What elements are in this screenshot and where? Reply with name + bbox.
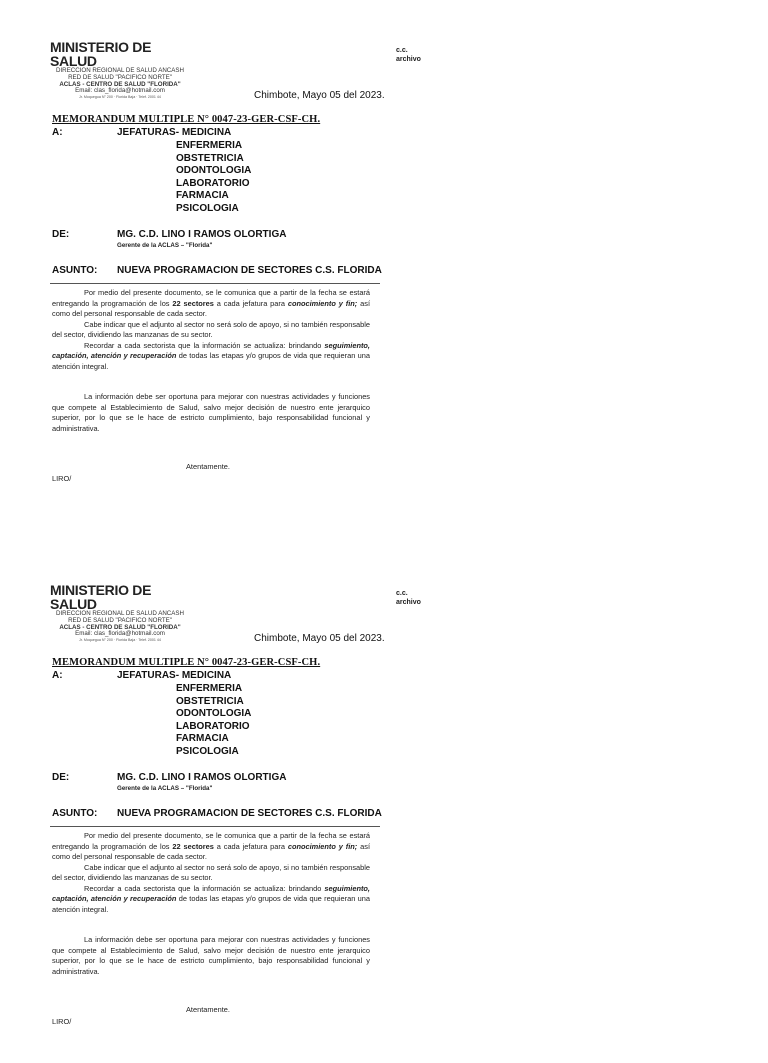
red-salud: RED DE SALUD "PACIFICO NORTE" [68,73,172,81]
cc-label: c.c. [396,590,408,597]
ministry-logo-block [50,40,190,100]
recipient-label: A: [52,127,63,138]
direccion-regional: DIRECCION REGIONAL DE SALUD ANCASH [55,67,184,74]
recipient-item: ENFERMERIA [176,140,243,151]
memo-page-1 [0,0,768,520]
body-paragraph-3 [52,341,370,373]
subject-text: NUEVA PROGRAMACION DE SECTORES C.S. FLORIDA [117,265,382,276]
p3-text-b: de todas las etapas y/o grupos de vida que requieran una atención integral. [52,894,370,914]
closing-salutation: Atentamente. [186,1005,230,1014]
header-address: Jr. Moquegua N° 200 · Florida Baja · Telef. 2001 44 [79,95,161,100]
p3-emphasis: seguimiento, captación, atención y recuperación [52,340,370,360]
header-address: Jr. Moquegua N° 200 · Florida Baja · Telef. 2001 44 [79,638,161,643]
sender-role: Gerente de la ACLAS – "Florida" [117,785,213,792]
p1-text-c: así como del personal responsable de cada sector. [52,841,370,861]
ministry-name: MINISTERIO DE SALUD [50,39,152,69]
p3-emphasis: seguimiento, captación, atención y recuperación [52,883,370,903]
subject-divider [50,283,380,284]
aclas-centro: ACLAS - CENTRO DE SALUD "FLORIDA" [59,623,181,631]
memo-page-2 [0,543,768,1063]
p1-text-a: Por medio del presente documento, se le comunica que a partir de la fecha se estará entregando la programación de los [52,288,370,308]
recipient-item: ODONTOLOGIA [176,708,252,720]
recipient-list [176,683,251,759]
recipient-item: FARMACIA [176,190,229,202]
memo-date: Chimbote, Mayo 05 del 2023. [254,90,385,101]
p1-sector-count: 22 sectores [172,841,214,851]
body-paragraph-3 [52,884,370,916]
sender-name: MG. C.D. LINO I RAMOS OLORTIGA [117,772,287,783]
ministry-name: MINISTERIO DE SALUD [50,582,152,612]
subject-divider [50,826,380,827]
cc-block [396,46,421,64]
subject-label: ASUNTO: [52,808,98,819]
recipient-item: PSICOLOGIA [176,745,239,757]
recipient-item: PSICOLOGIA [176,202,239,214]
author-initials: LIRO/ [52,474,72,483]
p1-emphasis: conocimiento y fin; [287,841,358,851]
p1-text-b: a cada jefatura para [213,298,288,308]
red-salud: RED DE SALUD "PACIFICO NORTE" [68,616,172,624]
recipient-item: OBSTETRICIA [176,152,244,164]
header-email: Email: clas_florida@hotmail.com [75,87,165,95]
body-paragraph-1 [52,831,370,863]
author-initials: LIRO/ [52,1017,72,1026]
body-paragraph-4: La información debe ser oportuna para mejorar con nuestras actividades y funciones que compete al Establecimiento de Salud, salvo mejor decisión de nuestro ente jerarquico superior, por lo que se le hace de estricto cumplimiento, bajo responsabilidad funcional y administrativa. [52,392,370,433]
memo-body [52,831,370,915]
sender-role: Gerente de la ACLAS – "Florida" [117,242,213,249]
p1-text-b: a cada jefatura para [213,841,288,851]
aclas-centro: ACLAS - CENTRO DE SALUD "FLORIDA" [59,80,181,88]
recipient-lead: JEFATURAS- MEDICINA [117,127,232,138]
recipient-lead: JEFATURAS- MEDICINA [117,670,232,681]
sender-name: MG. C.D. LINO I RAMOS OLORTIGA [117,229,287,240]
cc-archivo: archivo [396,56,421,63]
subject-label: ASUNTO: [52,265,98,276]
recipient-item: OBSTETRICIA [176,695,244,707]
p1-emphasis: conocimiento y fin; [287,298,358,308]
memo-date: Chimbote, Mayo 05 del 2023. [254,633,385,644]
body-paragraph-2: Cabe indicar que el adjunto al sector no será solo de apoyo, si no también responsable del sector, dividiendo las manzanas de su sector. [52,862,370,882]
cc-archivo: archivo [396,599,421,606]
recipient-item: ENFERMERIA [176,683,243,694]
recipient-list [176,140,251,216]
closing-salutation: Atentamente. [186,462,230,471]
header-email: Email: clas_florida@hotmail.com [75,630,165,638]
sender-label: DE: [52,772,70,783]
p3-text-b: de todas las etapas y/o grupos de vida que requieran una atención integral. [52,351,370,371]
cc-block [396,589,421,607]
recipient-item: LABORATORIO [176,720,250,732]
p1-sector-count: 22 sectores [172,298,214,308]
ministry-logo-block [50,583,190,643]
sender-label: DE: [52,229,70,240]
recipient-item: FARMACIA [176,733,229,745]
p1-text-a: Por medio del presente documento, se le comunica que a partir de la fecha se estará entregando la programación de los [52,831,370,851]
p1-text-c: así como del personal responsable de cada sector. [52,298,370,318]
subject-text: NUEVA PROGRAMACION DE SECTORES C.S. FLORIDA [117,808,382,819]
memo-body-closing [52,392,370,434]
memo-title: MEMORANDUM MULTIPLE N° 0047-23-GER-CSF-CH. [52,114,321,125]
cc-label: c.c. [396,47,408,54]
recipient-label: A: [52,670,63,681]
body-paragraph-4: La información debe ser oportuna para mejorar con nuestras actividades y funciones que compete al Establecimiento de Salud, salvo mejor decisión de nuestro ente jerarquico superior, por lo que se le hace de estricto cumplimiento, bajo responsabilidad funcional y administrativa. [52,935,370,976]
recipient-item: ODONTOLOGIA [176,165,252,177]
memo-body [52,288,370,372]
p3-text-a: Recordar a cada sectorista que la información se actualiza: brindando [84,340,325,350]
recipient-item: LABORATORIO [176,177,250,189]
memo-body-closing [52,935,370,977]
body-paragraph-1 [52,288,370,320]
memo-title: MEMORANDUM MULTIPLE N° 0047-23-GER-CSF-CH. [52,657,321,668]
direccion-regional: DIRECCION REGIONAL DE SALUD ANCASH [55,610,184,617]
p3-text-a: Recordar a cada sectorista que la información se actualiza: brindando [84,883,325,893]
body-paragraph-2: Cabe indicar que el adjunto al sector no será solo de apoyo, si no también responsable del sector, dividiendo las manzanas de su sector. [52,319,370,339]
